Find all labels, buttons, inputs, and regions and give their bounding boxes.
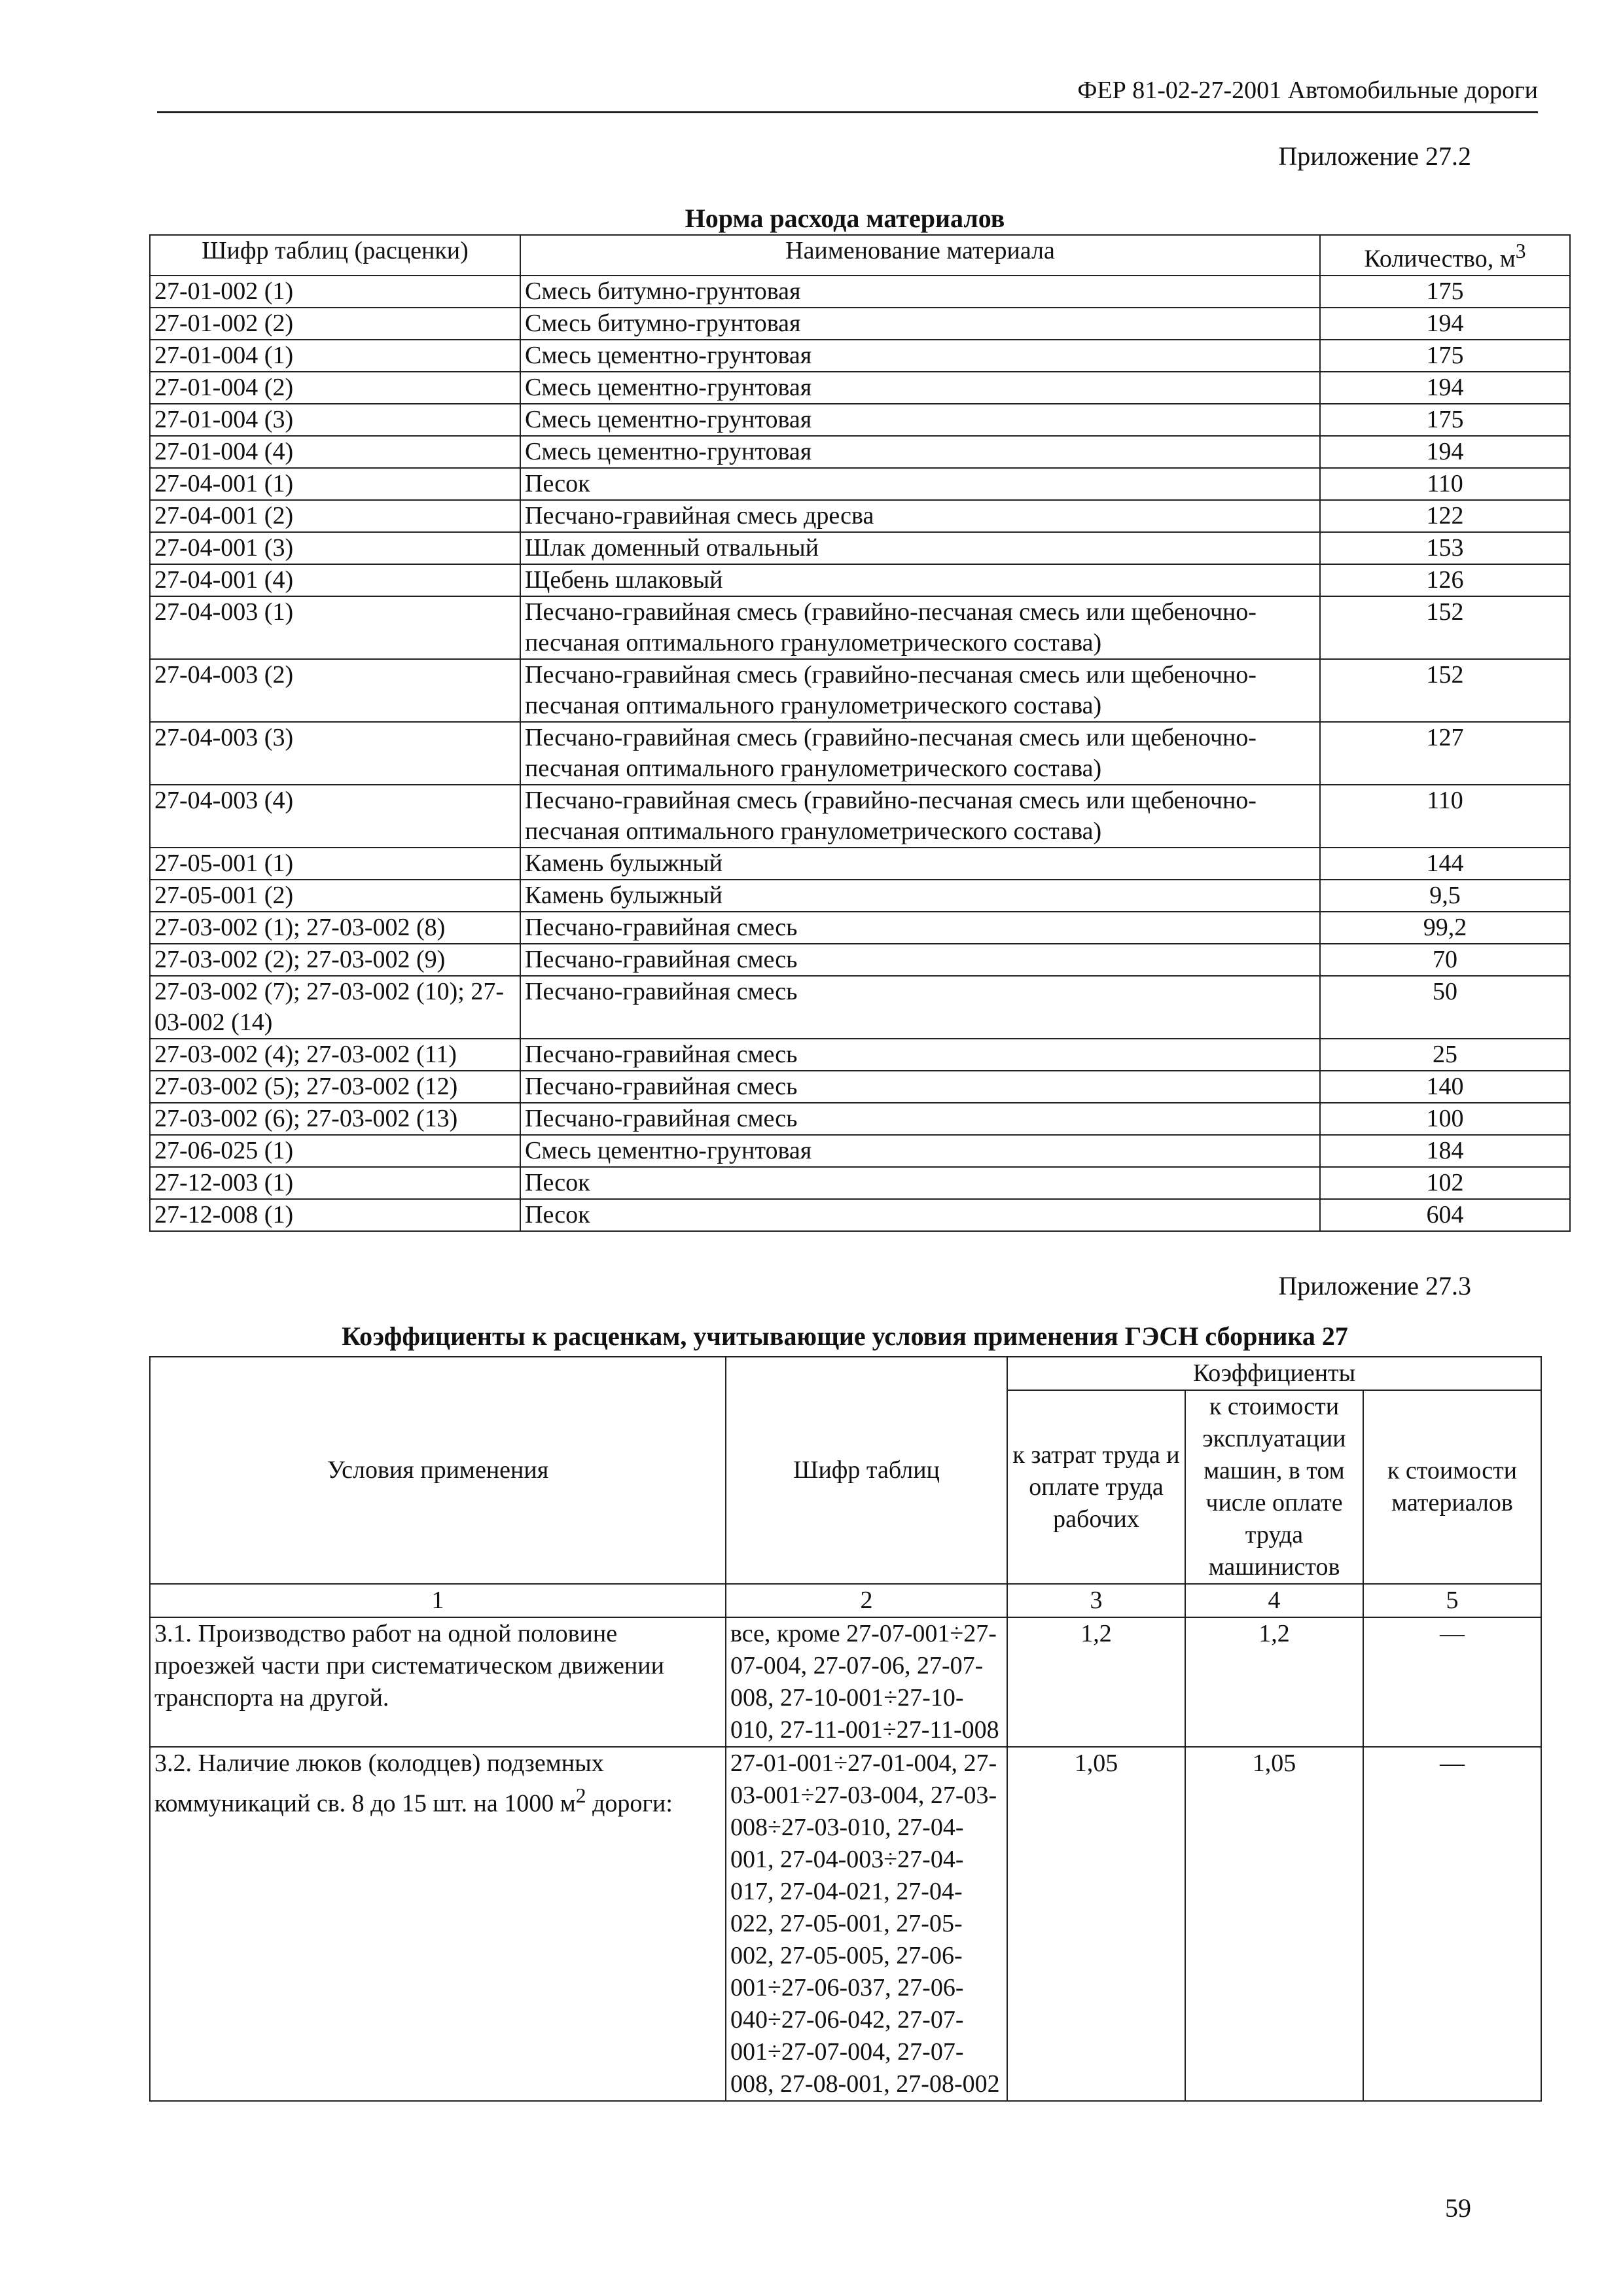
unit-superscript: 3 bbox=[1515, 240, 1526, 262]
coefficients-table bbox=[149, 1356, 1542, 2102]
quantity-cell: 175 bbox=[1320, 404, 1570, 436]
quantity-cell: 25 bbox=[1320, 1039, 1570, 1071]
table-row bbox=[150, 532, 1570, 564]
cipher-cell: 27-04-003 (2) bbox=[150, 659, 520, 722]
document-header bbox=[157, 71, 1538, 113]
table-row bbox=[150, 1071, 1570, 1103]
table-row bbox=[150, 500, 1570, 532]
table-row bbox=[150, 340, 1570, 372]
quantity-cell: 70 bbox=[1320, 944, 1570, 976]
cipher-cell: 27-04-003 (1) bbox=[150, 596, 520, 659]
table-row bbox=[150, 468, 1570, 500]
cipher-cell: 27-01-004 (4) bbox=[150, 436, 520, 468]
cipher-cell: 27-01-002 (1) bbox=[150, 276, 520, 308]
condition-cell bbox=[150, 1747, 726, 2101]
cipher-cell: 27-04-001 (3) bbox=[150, 532, 520, 564]
table-row bbox=[150, 1135, 1570, 1167]
table-row bbox=[150, 848, 1570, 880]
materials-table-body bbox=[150, 276, 1570, 1231]
quantity-cell: 144 bbox=[1320, 848, 1570, 880]
cipher-cell: все, кроме 27-07-001÷27-07-004, 27-07-06, 27-07-008, 27-10-001÷27-10-010, 27-11-001÷27-11-008 bbox=[726, 1617, 1007, 1747]
material-cell: Смесь битумно-грунтовая bbox=[520, 308, 1320, 340]
labor-coefficient: 1,2 bbox=[1007, 1617, 1185, 1747]
material-cell: Песчано-гравийная смесь (гравийно-песчаная смесь или щебеночно-песчаная оптимального гранулометрического состава) bbox=[520, 785, 1320, 848]
quantity-cell: 122 bbox=[1320, 500, 1570, 532]
table-row bbox=[150, 912, 1570, 944]
quantity-cell: 152 bbox=[1320, 596, 1570, 659]
cipher-cell: 27-01-004 (3) bbox=[150, 404, 520, 436]
table-row bbox=[150, 880, 1570, 912]
quantity-cell: 140 bbox=[1320, 1071, 1570, 1103]
table-row bbox=[150, 659, 1570, 722]
quantity-label: Количество, м bbox=[1364, 245, 1516, 273]
material-cell: Смесь битумно-грунтовая bbox=[520, 276, 1320, 308]
column-header-materials: к стоимости материалов bbox=[1363, 1390, 1541, 1584]
cipher-cell: 27-01-001÷27-01-004, 27-03-001÷27-03-004, 27-03-008÷27-03-010, 27-04-001, 27-04-003÷27-04-017, 27-04-021, 27-04-022, 27-05-001, 27-05-002, 27-05-005, 27-06-001÷27-06-037, 27-06-040÷27-06-042, 27-07-001÷27-07-004, 27-07-008, 27-08-001, 27-08-002 bbox=[726, 1747, 1007, 2101]
table-row bbox=[150, 404, 1570, 436]
table-row bbox=[150, 308, 1570, 340]
table-row bbox=[150, 944, 1570, 976]
quantity-cell: 50 bbox=[1320, 976, 1570, 1039]
quantity-cell: 99,2 bbox=[1320, 912, 1570, 944]
table-header-row bbox=[150, 235, 1570, 276]
quantity-cell: 153 bbox=[1320, 532, 1570, 564]
unit-superscript: 2 bbox=[575, 1784, 586, 1807]
table-row bbox=[150, 564, 1570, 596]
column-number: 3 bbox=[1007, 1584, 1185, 1617]
table-row bbox=[150, 785, 1570, 848]
cipher-cell: 27-03-002 (7); 27-03-002 (10); 27-03-002 (14) bbox=[150, 976, 520, 1039]
material-cell: Смесь цементно-грунтовая bbox=[520, 1135, 1320, 1167]
cipher-cell: 27-12-003 (1) bbox=[150, 1167, 520, 1199]
column-header-machines: к стоимости эксплуатации машин, в том числе оплате труда машинистов bbox=[1185, 1390, 1363, 1584]
table-row bbox=[150, 1167, 1570, 1199]
materials-table-title: Норма расхода материалов bbox=[685, 204, 1005, 233]
quantity-cell: 9,5 bbox=[1320, 880, 1570, 912]
condition-text-end: дороги: bbox=[592, 1789, 673, 1818]
cipher-cell: 27-05-001 (1) bbox=[150, 848, 520, 880]
column-number: 5 bbox=[1363, 1584, 1541, 1617]
cipher-cell: 27-03-002 (2); 27-03-002 (9) bbox=[150, 944, 520, 976]
cipher-cell: 27-05-001 (2) bbox=[150, 880, 520, 912]
quantity-cell: 175 bbox=[1320, 340, 1570, 372]
material-cell: Песчано-гравийная смесь bbox=[520, 1039, 1320, 1071]
table-header-row bbox=[150, 1357, 1541, 1390]
page-number: 59 bbox=[1445, 2193, 1471, 2223]
column-numbers-row bbox=[150, 1584, 1541, 1617]
cipher-cell: 27-03-002 (6); 27-03-002 (13) bbox=[150, 1103, 520, 1135]
column-header-conditions: Условия применения bbox=[150, 1357, 726, 1584]
material-cell: Песчано-гравийная смесь дресва bbox=[520, 500, 1320, 532]
material-cell: Песок bbox=[520, 1199, 1320, 1231]
cipher-cell: 27-04-003 (3) bbox=[150, 722, 520, 785]
machines-coefficient: 1,2 bbox=[1185, 1617, 1363, 1747]
material-cell: Песок bbox=[520, 468, 1320, 500]
condition-text: 3.2. Наличие люков (колодцев) подземных коммуникаций св. 8 до 15 шт. на 1000 м bbox=[154, 1749, 604, 1818]
header-title: ФЕР 81-02-27-2001 Автомобильные дороги bbox=[1077, 77, 1538, 104]
table-row bbox=[150, 976, 1570, 1039]
cipher-cell: 27-06-025 (1) bbox=[150, 1135, 520, 1167]
materials-coefficient: — bbox=[1363, 1617, 1541, 1747]
material-cell: Смесь цементно-грунтовая bbox=[520, 404, 1320, 436]
cipher-cell: 27-01-004 (1) bbox=[150, 340, 520, 372]
column-header-cipher: Шифр таблиц (расценки) bbox=[150, 235, 520, 276]
appendix-label-27-3: Приложение 27.3 bbox=[1278, 1271, 1471, 1300]
material-cell: Песчано-гравийная смесь (гравийно-песчаная смесь или щебеночно-песчаная оптимального гранулометрического состава) bbox=[520, 659, 1320, 722]
material-cell: Песчано-гравийная смесь bbox=[520, 1071, 1320, 1103]
table-row bbox=[150, 1747, 1541, 2101]
column-number: 1 bbox=[150, 1584, 726, 1617]
material-cell: Песчано-гравийная смесь bbox=[520, 976, 1320, 1039]
column-number: 4 bbox=[1185, 1584, 1363, 1617]
condition-cell: 3.1. Производство работ на одной половине проезжей части при систематическом движении транспорта на другой. bbox=[150, 1617, 726, 1747]
table-row bbox=[150, 1039, 1570, 1071]
cipher-cell: 27-12-008 (1) bbox=[150, 1199, 520, 1231]
cipher-cell: 27-01-004 (2) bbox=[150, 372, 520, 404]
material-cell: Песчано-гравийная смесь (гравийно-песчаная смесь или щебеночно-песчаная оптимального гранулометрического состава) bbox=[520, 596, 1320, 659]
table-row bbox=[150, 1199, 1570, 1231]
quantity-cell: 194 bbox=[1320, 308, 1570, 340]
cipher-cell: 27-03-002 (4); 27-03-002 (11) bbox=[150, 1039, 520, 1071]
material-cell: Шлак доменный отвальный bbox=[520, 532, 1320, 564]
cipher-cell: 27-01-002 (2) bbox=[150, 308, 520, 340]
machines-coefficient: 1,05 bbox=[1185, 1747, 1363, 2101]
cipher-cell: 27-03-002 (1); 27-03-002 (8) bbox=[150, 912, 520, 944]
material-cell: Смесь цементно-грунтовая bbox=[520, 340, 1320, 372]
appendix-label-27-2: Приложение 27.2 bbox=[1278, 141, 1471, 171]
material-cell: Песчано-гравийная смесь bbox=[520, 944, 1320, 976]
quantity-cell: 184 bbox=[1320, 1135, 1570, 1167]
cipher-cell: 27-04-001 (1) bbox=[150, 468, 520, 500]
material-cell: Камень булыжный bbox=[520, 848, 1320, 880]
material-cell: Песчано-гравийная смесь bbox=[520, 912, 1320, 944]
column-number: 2 bbox=[726, 1584, 1007, 1617]
table-row bbox=[150, 1103, 1570, 1135]
material-cell: Песок bbox=[520, 1167, 1320, 1199]
cipher-cell: 27-03-002 (5); 27-03-002 (12) bbox=[150, 1071, 520, 1103]
quantity-cell: 604 bbox=[1320, 1199, 1570, 1231]
quantity-cell: 100 bbox=[1320, 1103, 1570, 1135]
cipher-cell: 27-04-003 (4) bbox=[150, 785, 520, 848]
material-cell: Песчано-гравийная смесь (гравийно-песчаная смесь или щебеночно-песчаная оптимального гранулометрического состава) bbox=[520, 722, 1320, 785]
quantity-cell: 110 bbox=[1320, 785, 1570, 848]
quantity-cell: 110 bbox=[1320, 468, 1570, 500]
quantity-cell: 127 bbox=[1320, 722, 1570, 785]
table-row bbox=[150, 372, 1570, 404]
table-row bbox=[150, 276, 1570, 308]
table-row bbox=[150, 722, 1570, 785]
column-header-material: Наименование материала bbox=[520, 235, 1320, 276]
coefficients-table-title: Коэффициенты к расценкам, учитывающие условия применения ГЭСН сборника 27 bbox=[342, 1321, 1348, 1351]
column-header-quantity bbox=[1320, 235, 1570, 276]
cipher-cell: 27-04-001 (4) bbox=[150, 564, 520, 596]
material-cell: Песчано-гравийная смесь bbox=[520, 1103, 1320, 1135]
quantity-cell: 152 bbox=[1320, 659, 1570, 722]
column-header-coefficients: Коэффициенты bbox=[1007, 1357, 1541, 1390]
materials-coefficient: — bbox=[1363, 1747, 1541, 2101]
quantity-cell: 194 bbox=[1320, 372, 1570, 404]
material-cell: Смесь цементно-грунтовая bbox=[520, 436, 1320, 468]
quantity-cell: 126 bbox=[1320, 564, 1570, 596]
material-cell: Щебень шлаковый bbox=[520, 564, 1320, 596]
quantity-cell: 175 bbox=[1320, 276, 1570, 308]
cipher-cell: 27-04-001 (2) bbox=[150, 500, 520, 532]
material-cell: Смесь цементно-грунтовая bbox=[520, 372, 1320, 404]
column-header-cipher: Шифр таблиц bbox=[726, 1357, 1007, 1584]
material-cell: Камень булыжный bbox=[520, 880, 1320, 912]
quantity-cell: 194 bbox=[1320, 436, 1570, 468]
table-row bbox=[150, 596, 1570, 659]
labor-coefficient: 1,05 bbox=[1007, 1747, 1185, 2101]
table-row bbox=[150, 1617, 1541, 1747]
materials-consumption-table bbox=[149, 234, 1571, 1232]
quantity-cell: 102 bbox=[1320, 1167, 1570, 1199]
column-header-labor: к затрат труда и оплате труда рабочих bbox=[1007, 1390, 1185, 1584]
table-row bbox=[150, 436, 1570, 468]
